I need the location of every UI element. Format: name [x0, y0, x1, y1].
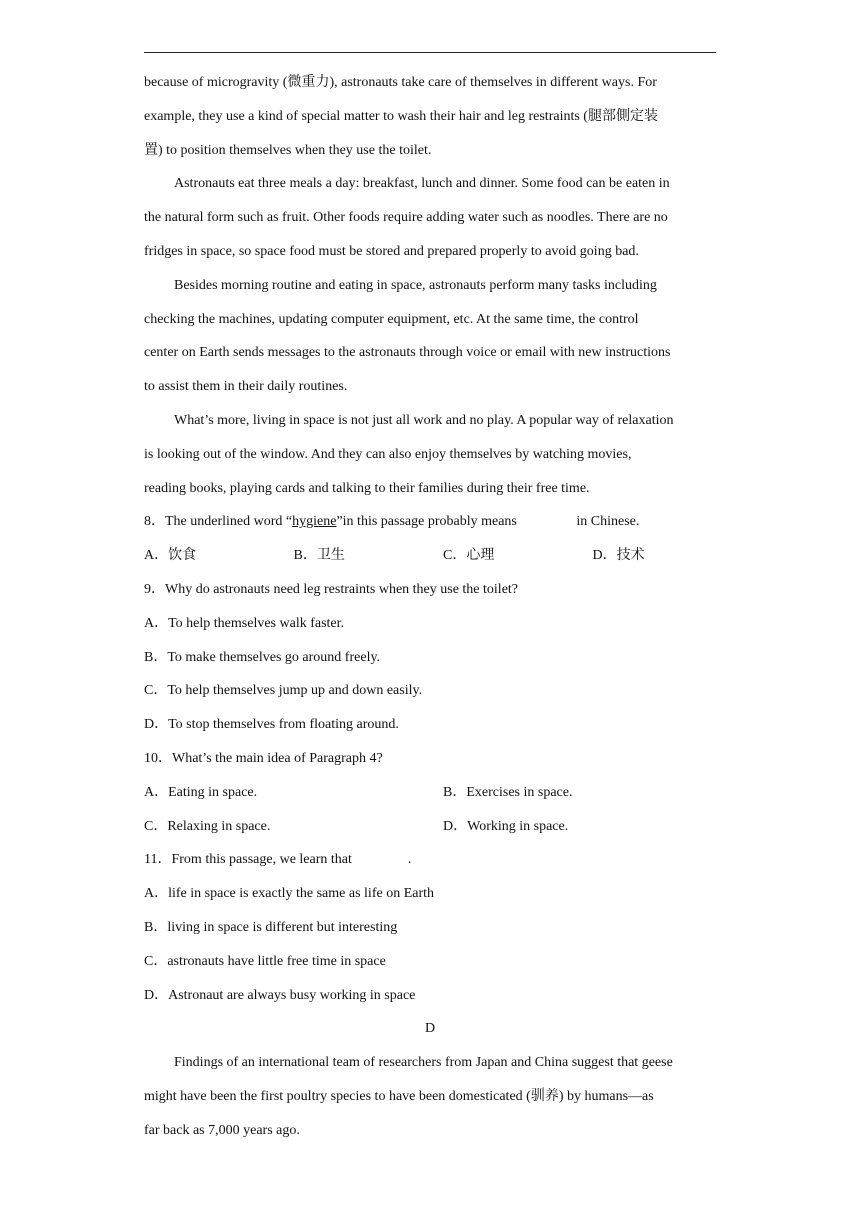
text-line: might have been the first poultry species to have been domesticated (驯养) by humans—as	[144, 1088, 654, 1104]
q8-mid: ”in this passage probably means	[336, 514, 521, 530]
passage-c-paragraph-1	[144, 66, 716, 167]
q10-option-b[interactable]: B．Exercises in space.	[443, 784, 573, 800]
text-line: Besides morning routine and eating in space, astronauts perform many tasks including	[174, 277, 657, 293]
passage-c-paragraph-3	[144, 269, 716, 404]
section-d-heading: D	[424, 1021, 436, 1037]
q8-option-d[interactable]: D．技术	[592, 548, 645, 564]
text-line: the natural form such as fruit. Other foods require adding water such as noodles. There are no	[144, 210, 668, 226]
document-page	[144, 66, 716, 1148]
section-d-paragraph	[144, 1046, 716, 1147]
text-line: Findings of an international team of researchers from Japan and China suggest that geese	[174, 1055, 673, 1071]
q9-option-b[interactable]: B．To make themselves go around freely.	[144, 649, 381, 665]
q8-blank	[520, 514, 576, 529]
text-line: 置) to position themselves when they use the toilet.	[144, 142, 432, 158]
text-line: to assist them in their daily routines.	[144, 379, 348, 395]
question-11-stem	[144, 843, 716, 877]
text-line: example, they use a kind of special matter to wash their hair and leg restraints (腿部側定装	[144, 108, 658, 124]
q10-option-d[interactable]: D．Working in space.	[443, 818, 569, 834]
q9-option-d[interactable]: D．To stop themselves from floating around.	[144, 717, 399, 733]
text-line: because of microgravity (微重力), astronauts take care of themselves in different ways. For	[144, 75, 657, 90]
q10-option-c[interactable]: C．Relaxing in space.	[144, 818, 271, 834]
q8-prefix: 8．The underlined word “	[144, 514, 293, 530]
q11-option-c[interactable]: C．astronauts have little free time in space	[144, 953, 386, 969]
text-line: reading books, playing cards and talking to their families during their free time.	[144, 480, 590, 496]
q8-option-c[interactable]: C．心理	[443, 548, 495, 564]
text-line: checking the machines, updating computer equipment, etc. At the same time, the control	[144, 311, 639, 327]
q11-prefix: 11．From this passage, we learn that	[144, 852, 352, 868]
q11-suffix: .	[407, 852, 412, 868]
question-8-options	[144, 539, 716, 573]
passage-c-paragraph-2	[144, 167, 716, 268]
question-10-options-row-1	[144, 776, 716, 810]
question-9-stem: 9．Why do astronauts need leg restraints when they use the toilet?	[144, 581, 519, 597]
q11-option-d[interactable]: D．Astronaut are always busy working in space	[144, 987, 416, 1003]
question-10-stem: 10．What’s the main idea of Paragraph 4?	[144, 750, 383, 766]
q9-option-c[interactable]: C．To help themselves jump up and down easily.	[144, 683, 423, 699]
q8-underlined-word: hygiene	[292, 514, 337, 530]
q8-suffix: in Chinese.	[576, 514, 640, 530]
text-line: center on Earth sends messages to the astronauts through voice or email with new instructions	[144, 345, 671, 361]
text-line: far back as 7,000 years ago.	[144, 1122, 300, 1138]
text-line: is looking out of the window. And they can also enjoy themselves by watching movies,	[144, 446, 632, 462]
text-line: What’s more, living in space is not just all work and no play. A popular way of relaxation	[174, 412, 674, 428]
question-8-stem	[144, 505, 716, 539]
q11-blank	[352, 852, 408, 867]
q9-option-a[interactable]: A．To help themselves walk faster.	[144, 615, 345, 631]
text-line: Astronauts eat three meals a day: breakfast, lunch and dinner. Some food can be eaten in	[174, 176, 670, 192]
text-line: fridges in space, so space food must be stored and prepared properly to avoid going bad.	[144, 243, 639, 259]
q10-option-a[interactable]: A．Eating in space.	[144, 784, 258, 800]
q8-option-b[interactable]: B．卫生	[293, 548, 345, 564]
q11-option-a[interactable]: A．life in space is exactly the same as life on Earth	[144, 886, 435, 902]
q8-option-a[interactable]: A．饮食	[144, 548, 197, 564]
q11-option-b[interactable]: B．living in space is different but interesting	[144, 919, 398, 935]
question-10-options-row-2	[144, 810, 716, 844]
header-rule	[144, 52, 716, 53]
passage-c-paragraph-4	[144, 404, 716, 505]
